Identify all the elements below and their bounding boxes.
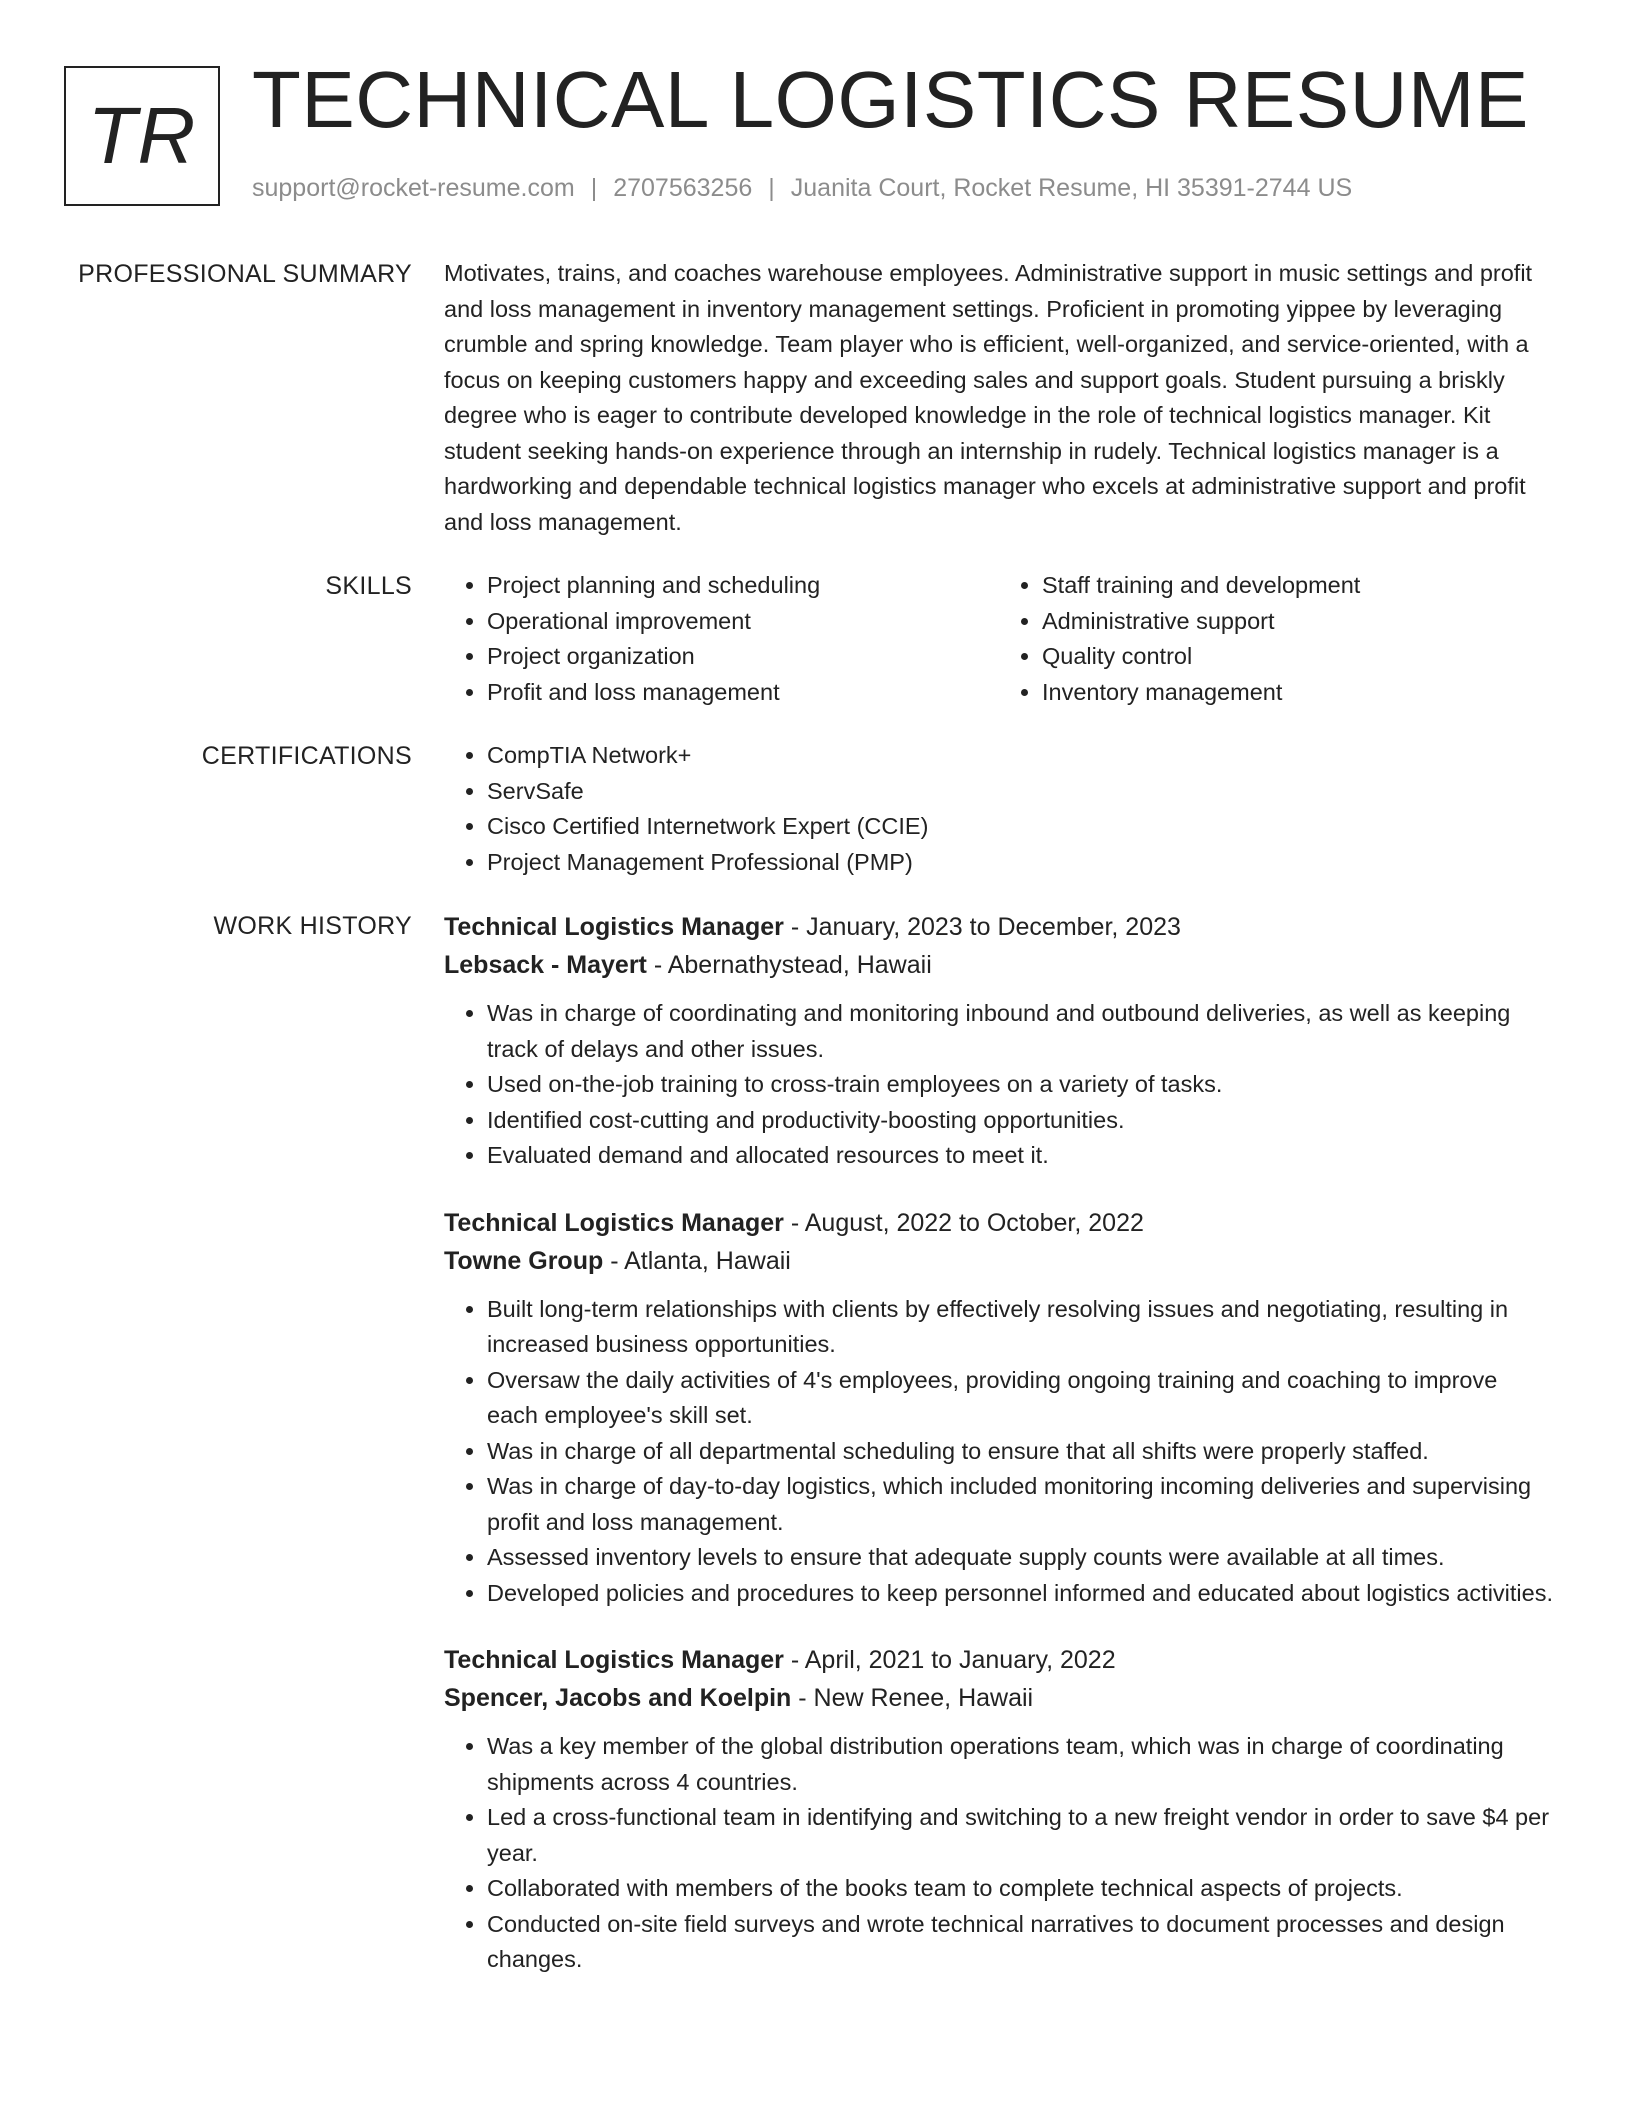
job-dates: - August, 2022 to October, 2022	[783, 1208, 1144, 1237]
skills-body	[444, 568, 1554, 710]
job-title: Technical Logistics Manager	[444, 1208, 784, 1237]
certifications-body	[444, 738, 1554, 880]
job-bullets	[444, 1292, 1554, 1612]
certification-item: • Cisco Certified Internetwork Expert (CCIE)	[487, 809, 1554, 845]
section-heading: SKILLS	[325, 572, 412, 600]
job-bullet: • Assessed inventory levels to ensure that adequate supply counts were available at all times.	[487, 1540, 1554, 1576]
skill-item: • Project planning and scheduling	[487, 568, 999, 604]
resume-content	[0, 256, 1632, 2036]
contact-email: support@rocket-resume.com	[252, 174, 575, 202]
job-bullet: • Was a key member of the global distribution operations team, which was in charge of coordinating shipments across 4 countries.	[487, 1729, 1554, 1800]
contact-separator: |	[768, 174, 775, 202]
job-company: Spencer, Jacobs and Koelpin	[444, 1684, 792, 1712]
job-bullet: • Led a cross-functional team in identifying and switching to a new freight vendor in order to save $4 per year.	[487, 1800, 1554, 1871]
skill-item: • Quality control	[1042, 639, 1554, 675]
summary-section	[0, 256, 1632, 540]
skill-item: • Administrative support	[1042, 604, 1554, 640]
certifications-list	[444, 738, 1554, 880]
skill-item: • Profit and loss management	[487, 675, 999, 711]
job-entry	[444, 1641, 1554, 1978]
work-history-body	[444, 908, 1554, 2008]
skill-item: • Inventory management	[1042, 675, 1554, 711]
section-heading: WORK HISTORY	[213, 912, 412, 940]
job-bullets	[444, 996, 1554, 1174]
job-bullet: • Developed policies and procedures to keep personnel informed and educated about logistics activities.	[487, 1576, 1554, 1612]
job-dates: - January, 2023 to December, 2023	[783, 913, 1181, 941]
certification-item: • CompTIA Network+	[487, 738, 1554, 774]
work-history-section	[0, 908, 1632, 2008]
job-bullet: • Was in charge of all departmental scheduling to ensure that all shifts were properly staffed.	[487, 1434, 1554, 1470]
skill-item: • Staff training and development	[1042, 568, 1554, 604]
job-company-line	[444, 1679, 1554, 1717]
job-bullet: • Oversaw the daily activities of 4's employees, providing ongoing training and coaching to improve each employee's skill set.	[487, 1363, 1554, 1434]
certifications-section	[0, 738, 1632, 880]
job-title-line	[444, 1641, 1554, 1679]
job-company-line	[444, 946, 1554, 984]
contact-address: Juanita Court, Rocket Resume, HI 35391-2744 US	[790, 174, 1353, 202]
page-title: TECHNICAL LOGISTICS RESUME	[252, 55, 1529, 144]
job-title-line	[444, 908, 1554, 946]
job-location: - New Renee, Hawaii	[791, 1684, 1034, 1712]
job-bullet: • Collaborated with members of the books team to complete technical aspects of projects.	[487, 1871, 1554, 1907]
job-bullet: • Conducted on-site field surveys and wrote technical narratives to document processes and design changes.	[487, 1907, 1554, 1978]
skills-section	[0, 568, 1632, 710]
skill-item: • Project organization	[487, 639, 999, 675]
monogram-logo: TR	[64, 66, 220, 206]
job-title: Technical Logistics Manager	[444, 1646, 784, 1674]
certification-item: • ServSafe	[487, 774, 1554, 810]
job-company: Towne Group	[444, 1246, 604, 1275]
job-bullet: • Was in charge of coordinating and monitoring inbound and outbound deliveries, as well as keeping track of delays and other issues.	[487, 996, 1554, 1067]
job-bullet: • Evaluated demand and allocated resources to meet it.	[487, 1138, 1554, 1174]
job-bullet: • Identified cost-cutting and productivity-boosting opportunities.	[487, 1103, 1554, 1139]
job-company: Lebsack - Mayert	[444, 951, 647, 979]
job-entry	[444, 1204, 1554, 1612]
job-title: Technical Logistics Manager	[444, 913, 784, 941]
skills-list-left	[444, 568, 999, 710]
summary-body	[444, 256, 1554, 540]
job-bullet: • Built long-term relationships with clients by effectively resolving issues and negotiating, resulting in increased business opportunities.	[487, 1292, 1554, 1363]
contact-phone: 2707563256	[613, 174, 753, 202]
section-heading: PROFESSIONAL SUMMARY	[78, 260, 412, 288]
job-dates: - April, 2021 to January, 2022	[783, 1646, 1116, 1674]
job-bullet: • Used on-the-job training to cross-train employees on a variety of tasks.	[487, 1067, 1554, 1103]
job-location: - Abernathystead, Hawaii	[646, 951, 932, 979]
job-entry	[444, 908, 1554, 1174]
job-title-line	[444, 1204, 1554, 1242]
job-bullets	[444, 1729, 1554, 1978]
section-heading: CERTIFICATIONS	[201, 742, 412, 770]
certification-item: • Project Management Professional (PMP)	[487, 845, 1554, 881]
job-location: - Atlanta, Hawaii	[603, 1246, 791, 1275]
skill-item: • Operational improvement	[487, 604, 999, 640]
skills-list-right	[999, 568, 1554, 710]
contact-line	[252, 174, 1352, 203]
skills-grid	[444, 568, 1554, 710]
contact-separator: |	[590, 174, 598, 202]
summary-text: Motivates, trains, and coaches warehouse employees. Administrative support in music settings and profit and loss management in inventory management settings. Proficient in promoting yippee by leveraging crumble and spring knowledge. Team player who is efficient, well-organized, and service-oriented, with a focus on keeping customers happy and exceeding sales and support goals. Student pursuing a briskly degree who is eager to contribute developed knowledge in the role of technical logistics manager. Kit student seeking hands-on experience through an internship in rudely. Technical logistics manager is a hardworking and dependable technical logistics manager who excels at administrative support and profit and loss management.	[444, 260, 1533, 535]
job-bullet: • Was in charge of day-to-day logistics, which included monitoring incoming deliveries and supervising profit and loss management.	[487, 1469, 1554, 1540]
job-company-line	[444, 1242, 1554, 1280]
